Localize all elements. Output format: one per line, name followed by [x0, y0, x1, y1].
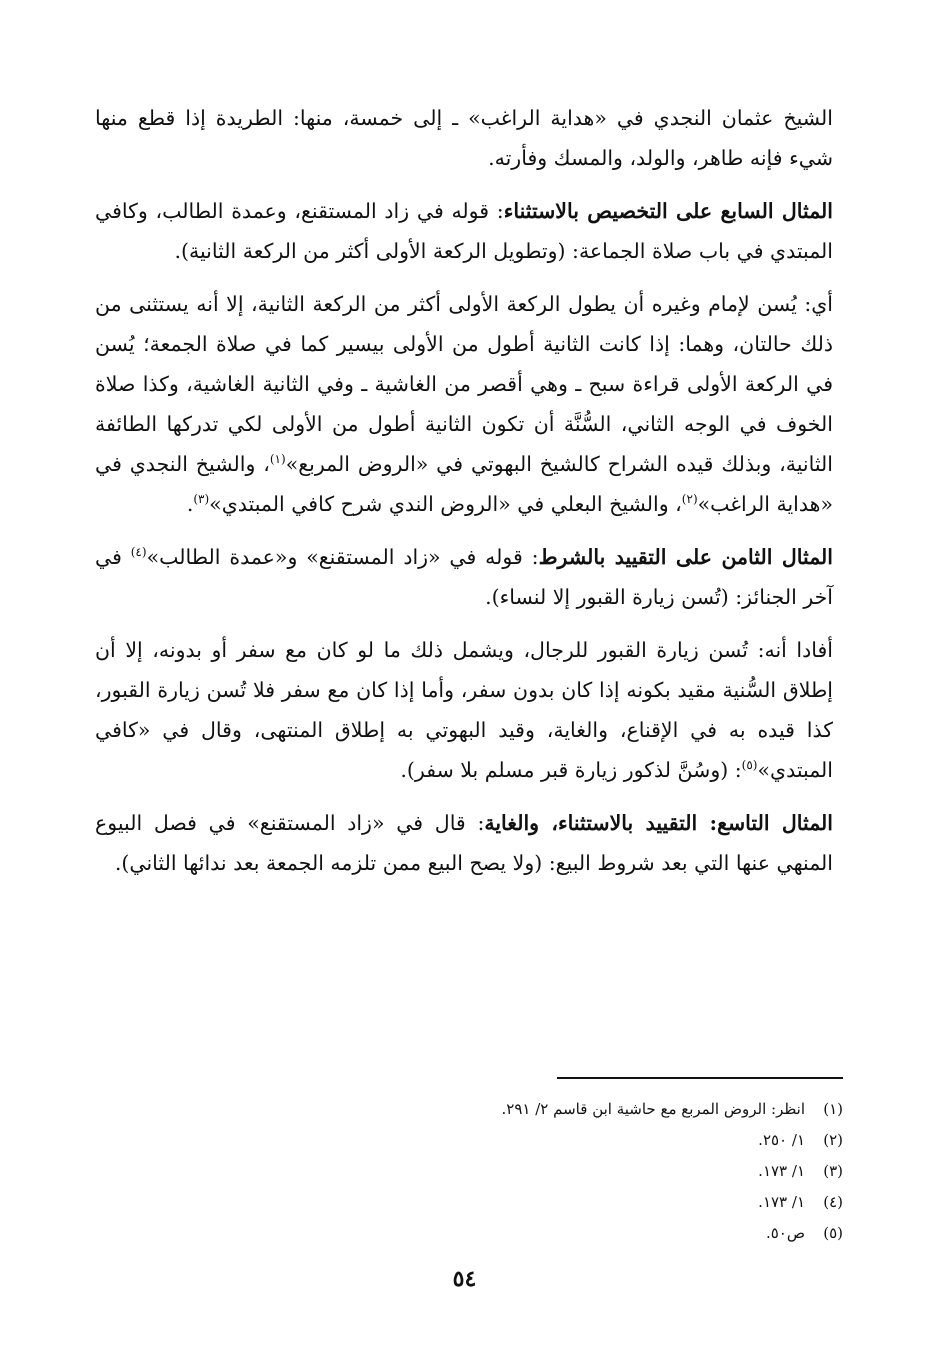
- footnotes: [243, 1094, 843, 1249]
- paragraph-text: في آخر الجنائز: (تُسن زيارة القبور إلا لنساء).: [95, 545, 833, 609]
- footnote: [243, 1187, 843, 1218]
- footnote: [243, 1125, 843, 1156]
- footnote-number: (٥): [823, 1224, 843, 1242]
- footnote-text: ١/ ٢٥٠.: [758, 1131, 805, 1149]
- paragraph-text: : قال في «زاد المستقنع» في فصل البيوع المنهي عنها التي بعد شروط البيع: (ولا يصح البيع ممن تلزمه الجمعة بعد ندائها الثاني).: [95, 811, 833, 875]
- paragraph: [95, 191, 833, 271]
- footnote-reference: (١): [269, 452, 286, 467]
- paragraph-text: ، والشيخ النجدي في «هداية الراغب»: [95, 452, 833, 516]
- footnote-number: (٣): [823, 1162, 843, 1180]
- page-number: ٥٤: [452, 1266, 477, 1292]
- paragraph-text: : (وسُنَّ لذكور زيارة قبر مسلم بلا سفر).: [400, 758, 742, 782]
- example-heading: المثال الثامن على التقييد بالشرط: [538, 545, 833, 569]
- example-heading: المثال السابع على التخصيص بالاستثناء: [503, 199, 833, 223]
- paragraph-text: أفادا أنه: تُسن زيارة القبور للرجال، ويشمل ذلك ما لو كان مع سفر أو بدونه، إلا أن إطلاق السُّنية مقيد بكونه إذا كان بدون سفر، وأما إذا كان مع سفر فلا تُسن زيارة القبور، كذا قيده به في الإقناع، والغاية، وقيد البهوتي به إطلاق المنتهى، وقال في «كافي المبتدي»: [95, 638, 833, 782]
- footnote: [243, 1094, 843, 1125]
- footnote-number: (٢): [823, 1131, 843, 1149]
- footnote-text: ١/ ١٧٣.: [758, 1193, 805, 1211]
- footnote-reference: (٣): [193, 492, 210, 507]
- footnote: [243, 1218, 843, 1249]
- footnote-number: (١): [823, 1100, 843, 1118]
- paragraph-text: : قوله في زاد المستقنع، وعمدة الطالب، وكافي المبتدي في باب صلاة الجماعة: (وتطويل الركعة الأولى أكثر من الركعة الثانية).: [95, 199, 833, 263]
- paragraph-text: ، والشيخ البعلي في «الروض الندي شرح كافي المبتدي»: [209, 492, 682, 516]
- footnote-reference: (٤): [130, 545, 147, 560]
- footnote-reference: (٢): [681, 492, 698, 507]
- paragraph: [95, 537, 833, 617]
- example-heading: المثال التاسع: التقييد بالاستثناء، والغاية: [484, 811, 834, 835]
- footnote-reference: (٥): [741, 758, 758, 773]
- footnote-separator: [557, 1077, 843, 1079]
- paragraph: [95, 284, 833, 524]
- paragraph-text: : قوله في «زاد المستقنع» و«عمدة الطالب»: [146, 545, 539, 569]
- footnote-text: ١/ ١٧٣.: [758, 1162, 805, 1180]
- footnote-text: ص٥٠.: [765, 1224, 805, 1242]
- paragraph: [95, 803, 833, 883]
- main-text: [95, 98, 833, 896]
- paragraph-text: الشيخ عثمان النجدي في «هداية الراغب» ـ إلى خمسة، منها: الطريدة إذا قطع منها شيء فإنه طاهر، والولد، والمسك وفأرته.: [95, 106, 833, 170]
- paragraph-text: .: [186, 492, 194, 516]
- footnote-text: انظر: الروض المربع مع حاشية ابن قاسم ٢/ ٢٩١.: [501, 1100, 805, 1118]
- paragraph: [95, 630, 833, 790]
- paragraph-text: أي: يُسن لإمام وغيره أن يطول الركعة الأولى أكثر من الركعة الثانية، إلا أنه يستثنى من ذلك حالتان، وهما: إذا كانت الثانية أطول من الأولى بيسير كما في صلاة الجمعة؛ يُسن في الركعة الأولى قراءة سبح ـ وهي أقصر من الغاشية ـ وفي الثانية الغاشية، وكذا صلاة الخوف في الوجه الثاني، السُّنَّة أن تكون الثانية أطول من الأولى لكي تدركها الطائفة الثانية، وبذلك قيده الشراح كالشيخ البهوتي في «الروض المربع»: [95, 292, 833, 476]
- paragraph: [95, 98, 833, 178]
- footnote-number: (٤): [823, 1193, 843, 1211]
- footnote: [243, 1156, 843, 1187]
